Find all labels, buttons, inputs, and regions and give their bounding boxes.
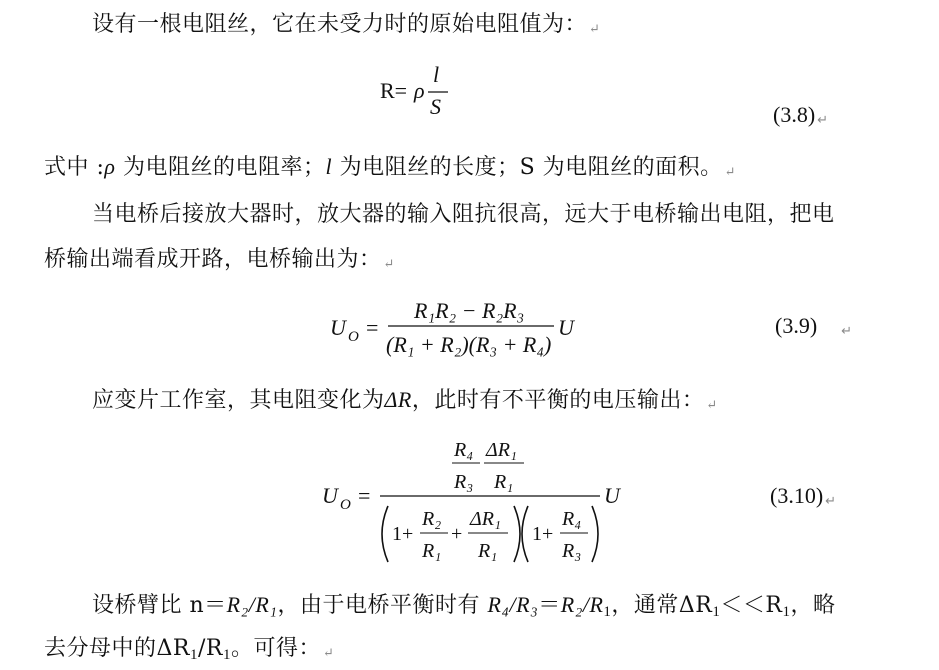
- p5-e: ＝: [538, 593, 561, 618]
- eq38-number-text: (3.8): [773, 102, 816, 127]
- paragraph-mark-icon: ↵: [322, 646, 335, 661]
- eq39-lhs-sub: O: [348, 329, 359, 345]
- p4-prefix: 应变片工作室，其电阻变化为: [92, 388, 385, 413]
- paragraph-4: [92, 385, 718, 421]
- eq39-denominator: (R₁ + R₂)(R₃ + R₄): [386, 332, 552, 357]
- p2-mid1: 为电阻丝的电阻率；: [115, 155, 326, 180]
- paragraph-3-line-1: [92, 200, 835, 230]
- paragraph-mark-icon: ↵: [383, 257, 395, 272]
- equation-3-9-number: [775, 313, 852, 339]
- eq39-number-text: (3.9): [775, 313, 818, 338]
- eq310-paren-left-1: [382, 506, 388, 562]
- p2-mid2: 为电阻丝的长度；S 为电阻丝的面积。: [332, 155, 723, 180]
- equation-3-9: [326, 290, 588, 366]
- eq39-equals: =: [366, 315, 379, 340]
- eq310-rhs: U: [604, 483, 620, 508]
- eq310-one-2: 1+: [532, 523, 554, 545]
- eq38-numerator: l: [433, 62, 440, 87]
- paragraph-mark-icon: ↵: [706, 398, 718, 413]
- paragraph-mark-icon: ↵: [841, 323, 853, 338]
- p2-l: l: [325, 154, 333, 179]
- eq310-lhs-sub: O: [340, 497, 351, 513]
- eq310-top-b-num: ΔR₁: [486, 439, 517, 461]
- p5-j: ＜＜R: [720, 593, 783, 618]
- eq310-top-a-num: R₄: [454, 439, 474, 461]
- p5-i: 1: [712, 604, 721, 620]
- p2-rho: ρ: [104, 154, 116, 179]
- p6-d: 1: [222, 647, 231, 663]
- p5-k: 1: [782, 604, 791, 620]
- eq310-lhs: U: [322, 483, 338, 508]
- paragraph-mark-icon: ↵: [825, 493, 837, 508]
- p5-b: R₂/R₁: [226, 592, 278, 617]
- p4-delta-r: ΔR: [384, 387, 412, 412]
- paragraph-1: [92, 10, 600, 45]
- eq310-f3-den: R₃: [562, 540, 582, 562]
- eq310-paren-left-2: [522, 506, 528, 562]
- eq39-rhs: U: [558, 315, 574, 340]
- p3-line1-text: 当电桥后接放大器时，放大器的输入阻抗很高，远大于电桥输出电阻，把电: [92, 202, 835, 227]
- eq310-f2-num: ΔR₁: [470, 508, 501, 530]
- eq39-lhs: U: [330, 315, 346, 340]
- eq38-denominator: S: [430, 94, 441, 119]
- equation-3-8: [372, 58, 462, 124]
- paragraph-mark-icon: ↵: [589, 22, 601, 37]
- p5-l: ，略: [790, 593, 836, 618]
- paragraph-1-text: 设有一根电阻丝，它在未受力时的原始电阻值为：: [92, 12, 588, 37]
- p5-f: R₂/R: [560, 592, 604, 617]
- p4-suffix: ，此时有不平衡的电压输出：: [411, 388, 705, 413]
- eq310-f1-num: R₂: [422, 508, 442, 530]
- p5-c: ，由于电桥平衡时有: [277, 593, 488, 618]
- eq310-paren-right-1: [514, 506, 520, 562]
- equation-3-8-number: [773, 102, 828, 128]
- eq38-rho: ρ: [414, 78, 425, 103]
- p6-e: 。可得：: [230, 636, 321, 661]
- p2-prefix: 式中 :: [44, 155, 105, 180]
- paragraph-mark-icon: ↵: [817, 112, 829, 127]
- p5-a: 设桥臂比 n＝: [92, 593, 227, 618]
- p5-g: 1: [603, 604, 612, 620]
- paragraph-3-line-2: [44, 245, 395, 280]
- p6-b: 1: [189, 647, 198, 663]
- p5-h: ，通常ΔR: [611, 593, 713, 618]
- p6-a: 去分母中的ΔR: [44, 636, 190, 661]
- eq310-f2-den: R₁: [478, 540, 498, 562]
- eq310-paren-right-2: [592, 506, 598, 562]
- equation-3-10-number: [770, 483, 836, 509]
- eq310-one-1: 1+: [392, 523, 414, 545]
- p5-d: R₄/R₃: [487, 592, 539, 617]
- eq310-top-a-den: R₃: [454, 471, 474, 493]
- eq310-f1-den: R₁: [422, 540, 442, 562]
- eq39-numerator: R₁R₂ − R₂R₃: [414, 298, 525, 323]
- eq310-plus: +: [451, 523, 463, 545]
- paragraph-mark-icon: ↵: [724, 165, 737, 180]
- eq310-top-b-den: R₁: [494, 471, 514, 493]
- eq38-lhs: R=: [380, 78, 408, 103]
- p3-line2-text: 桥输出端看成开路，电桥输出为：: [44, 247, 382, 272]
- paragraph-2: [44, 152, 736, 188]
- eq310-equals: =: [358, 483, 371, 508]
- paragraph-6: [44, 634, 334, 670]
- eq310-number-text: (3.10): [770, 483, 824, 508]
- equation-3-10: [318, 430, 628, 570]
- eq310-f3-num: R₄: [562, 508, 582, 530]
- paragraph-5: [92, 590, 835, 627]
- p6-c: /R: [197, 636, 223, 661]
